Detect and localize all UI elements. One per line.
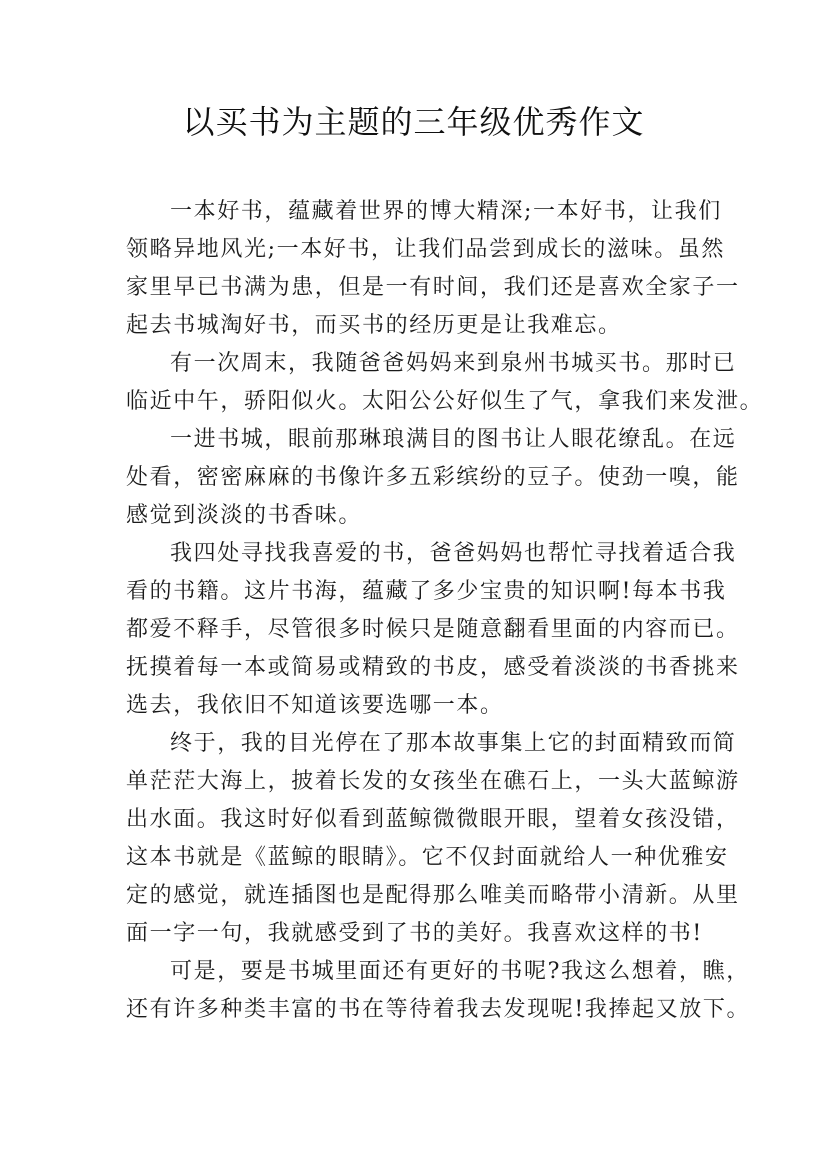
text-line: 一进书城，眼前那琳琅满目的图书让人眼花缭乱。在远 — [170, 427, 737, 452]
text-line: 领略异地风光;一本好书，让我们品尝到成长的滋味。虽然 — [126, 237, 726, 262]
text-line: 可是，要是书城里面还有更好的书呢?我这么想着，瞧， — [170, 959, 750, 984]
text-line: 一本好书，蕴藏着世界的博大精深;一本好书，让我们 — [170, 199, 722, 224]
text-line: 单茫茫大海上，披着长发的女孩坐在礁石上，一头大蓝鲸游 — [126, 769, 740, 794]
text-line: 出水面。我这时好似看到蓝鲸微微眼开眼，望着女孩没错， — [126, 807, 740, 832]
essay-body — [126, 193, 764, 1029]
text-line: 临近中午，骄阳似火。太阳公公好似生了气，拿我们来发泄。 — [126, 389, 764, 414]
text-line: 处看，密密麻麻的书像许多五彩缤纷的豆子。使劲一嗅，能 — [126, 465, 740, 490]
text-line: 起去书城淘好书，而买书的经历更是让我难忘。 — [126, 313, 622, 338]
text-line: 还有许多种类丰富的书在等待着我去发现呢!我捧起又放下。 — [126, 997, 751, 1022]
document-title: 以买书为主题的三年级优秀作文 — [182, 103, 645, 141]
text-line: 有一次周末，我随爸爸妈妈来到泉州书城买书。那时已 — [170, 351, 737, 376]
text-line: 面一字一句，我就感受到了书的美好。我喜欢这样的书! — [126, 921, 703, 946]
text-line: 这本书就是《蓝鲸的眼睛》。它不仅封面就给人一种优雅安 — [126, 845, 729, 870]
text-line: 都爱不释手，尽管很多时候只是随意翻看里面的内容而已。 — [126, 617, 740, 642]
text-line: 选去，我依旧不知道该要选哪一本。 — [126, 693, 504, 718]
text-line: 抚摸着每一本或简易或精致的书皮，感受着淡淡的书香挑来 — [126, 655, 740, 680]
text-line: 我四处寻找我喜爱的书，爸爸妈妈也帮忙寻找着适合我 — [170, 541, 737, 566]
text-line: 家里早已书满为患，但是一有时间，我们还是喜欢全家子一 — [126, 275, 740, 300]
text-line: 定的感觉，就连插图也是配得那么唯美而略带小清新。从里 — [126, 883, 740, 908]
text-line: 感觉到淡淡的书香味。 — [126, 503, 363, 528]
text-line: 看的书籍。这片书海，蕴藏了多少宝贵的知识啊!每本书我 — [126, 579, 727, 604]
text-line: 终于，我的目光停在了那本故事集上它的封面精致而简 — [170, 731, 737, 756]
